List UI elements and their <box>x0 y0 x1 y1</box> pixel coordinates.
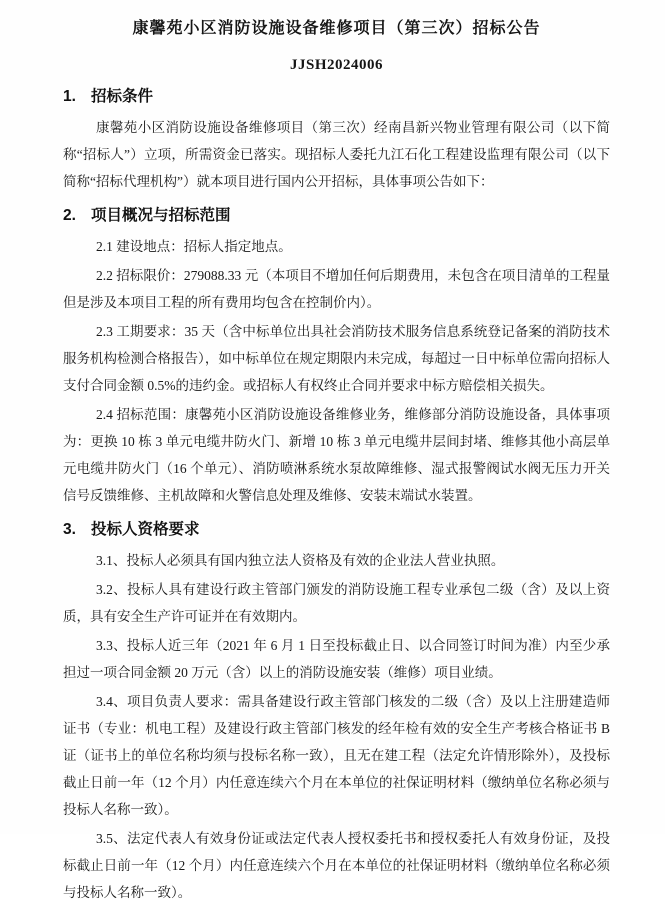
clause-3-1-legal-entity: 3.1、投标人必须具有国内独立法人资格及有效的企业法人营业执照。 <box>96 553 505 568</box>
section-1-bidding-conditions <box>63 85 610 195</box>
section-1-heading <box>63 85 610 109</box>
section-1-number: 1. <box>63 88 76 105</box>
section-2-heading <box>63 204 610 228</box>
clause-3-3-track-record: 3.3、投标人近三年（2021 年 6 月 1 日至投标截止日、以合同签订时间为准）内至少承担过一项合同金额 20 万元（含）以上的消防设施安装（维修）项目业绩。 <box>63 638 610 680</box>
section-3-bidder-qualifications <box>63 518 610 906</box>
document-number: JJSH2024006 <box>289 57 383 73</box>
document-title: 康馨苑小区消防设施设备维修项目（第三次）招标公告 <box>132 20 541 37</box>
section-3-heading <box>63 518 610 542</box>
clause-3-5-legal-representative: 3.5、法定代表人有效身份证或法定代表人授权委托书和授权委托人有效身份证，及投标截止日前一年（12 个月）内任意连续六个月在本单位的社保证明材料（缴纳单位名称必须与投标人名称一致）。 <box>63 831 610 900</box>
section-1-title: 招标条件 <box>90 88 153 105</box>
clause-3-2-qualification: 3.2、投标人具有建设行政主管部门颁发的消防设施工程专业承包二级（含）及以上资质，具有安全生产许可证并在有效期内。 <box>63 582 610 624</box>
clause-3-4-project-manager: 3.4、项目负责人要求：需具备建设行政主管部门核发的二级（含）及以上注册建造师证书（专业：机电工程）及建设行政主管部门核发的经年检有效的安全生产考核合格证书 B 证（证书上的单位名称均须与投标名称一致），且无在建工程（法定允许情形除外），及投标截止日前一年（12 个月）内任意连续六个月在本单位的社保证明材料（缴纳单位名称必须与投标人名称一致）。 <box>63 694 610 817</box>
clause-2-2-price-limit: 2.2 招标限价：279088.33 元（本项目不增加任何后期费用，未包含在项目清单的工程量但是涉及本项目工程的所有费用均包含在控制价内）。 <box>63 268 610 310</box>
section-2-title: 项目概况与招标范围 <box>90 207 231 224</box>
section-3-title: 投标人资格要求 <box>90 521 200 538</box>
section-1-paragraph-1: 康馨苑小区消防设施设备维修项目（第三次）经南昌新兴物业管理有限公司（以下简称“招标人”）立项，所需资金已落实。现招标人委托九江石化工程建设监理有限公司（以下简称“招标代理机构”）就本项目进行国内公开招标，具体事项公告如下： <box>63 120 610 189</box>
section-3-number: 3. <box>63 521 76 538</box>
section-2-number: 2. <box>63 207 76 224</box>
clause-2-1-location: 2.1 建设地点：招标人指定地点。 <box>96 239 292 254</box>
clause-2-3-schedule: 2.3 工期要求：35 天（含中标单位出具社会消防技术服务信息系统登记备案的消防技术服务机构检测合格报告），如中标单位在规定期限内未完成，每超过一日中标单位需向招标人支付合同金额 0.5%的违约金。或招标人有权终止合同并要求中标方赔偿相关损失。 <box>63 324 610 393</box>
clause-2-4-scope: 2.4 招标范围：康馨苑小区消防设施设备维修业务，维修部分消防设施设备，具体事项为：更换 10 栋 3 单元电缆井防火门、新增 10 栋 3 单元电缆井层间封堵、维修其他小高层单元电缆井防火门（16 个单元）、消防喷淋系统水泵故障维修、湿式报警阀试水阀无压力开关信号反馈维修、主机故障和火警信息处理及维修、安装末端试水装置。 <box>63 407 610 503</box>
section-2-project-overview <box>63 204 610 509</box>
